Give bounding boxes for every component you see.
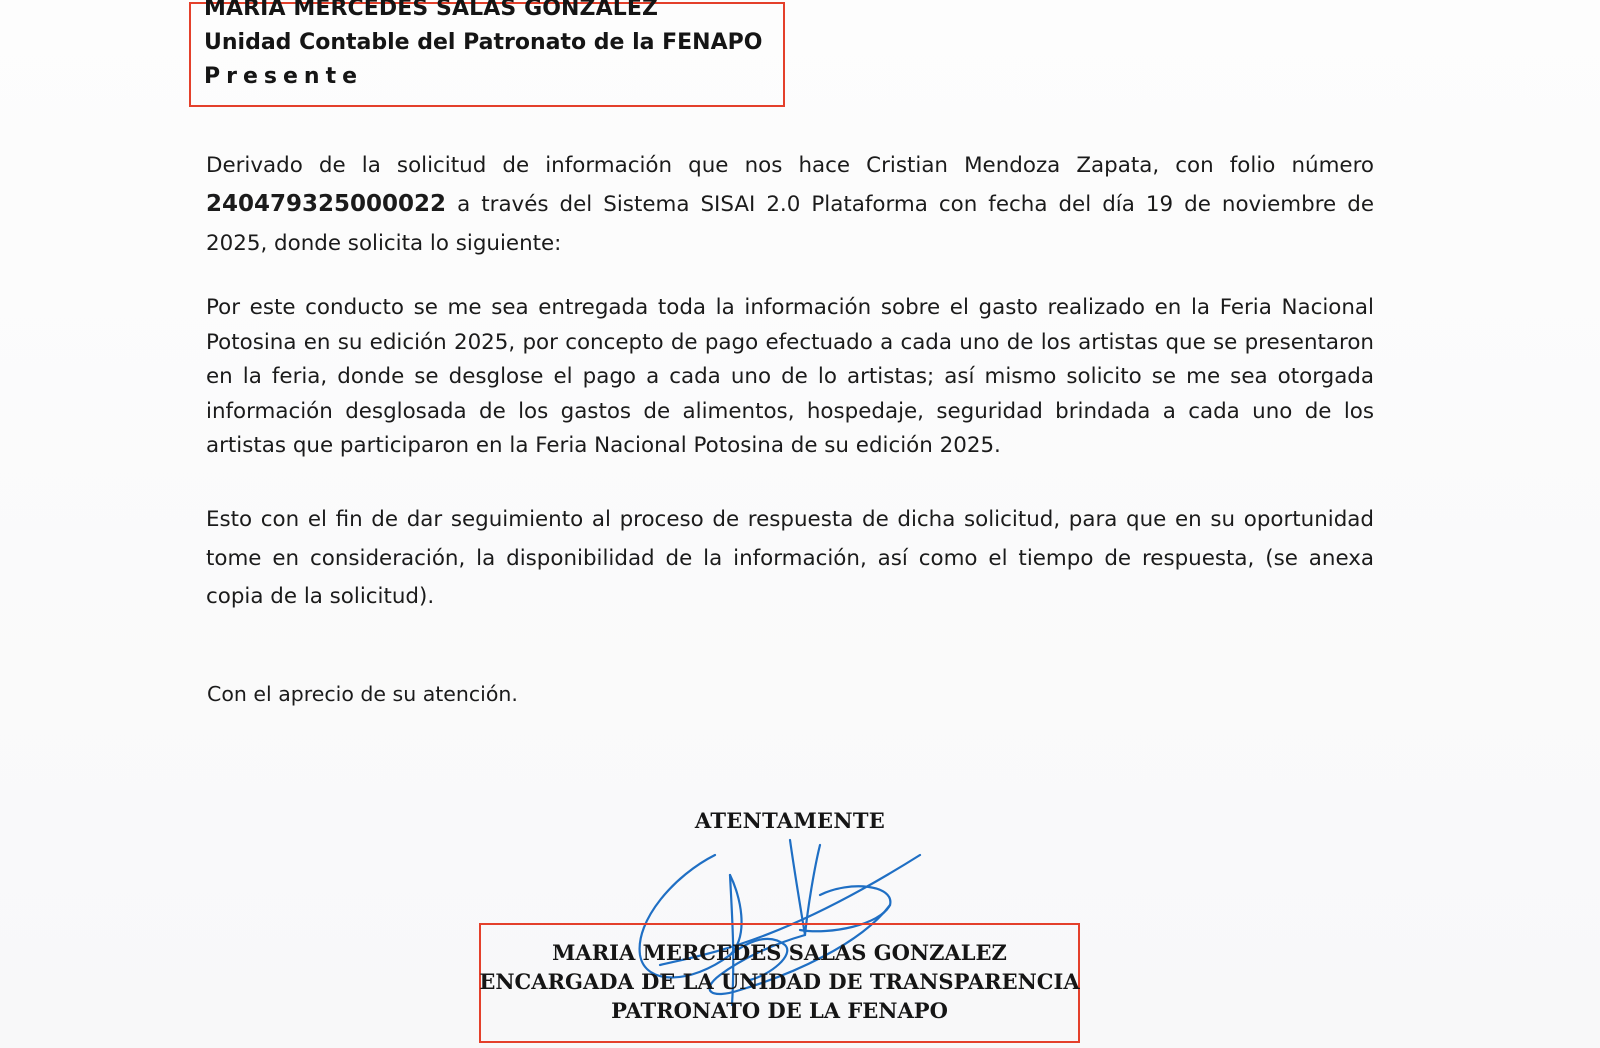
signer-name: MARIA MERCEDES SALAS GONZALEZ [552, 940, 1007, 965]
para1-intro: Derivado de la solicitud de información que nos hace Cristian Mendoza Zapata, con folio número [206, 153, 1374, 178]
body-paragraph-purpose: Esto con el fin de dar seguimiento al proceso de respuesta de dicha solicitud, para que en su oportunidad tome en consideración, la disponibilidad de la información, así como el tiempo de respuesta, (se anexa copia de la solicitud). [206, 507, 1374, 609]
addressee-name: MARIA MERCEDES SALAS GONZALEZ [204, 0, 659, 21]
atentamente-heading: ATENTAMENTE [694, 808, 886, 833]
para1-rest: a través del Sistema SISAI 2.0 Plataforma con fecha del día 19 de noviembre de 2025, donde solicita lo siguiente: [206, 192, 1374, 256]
body-paragraph-quoted-request: Por este conducto se me sea entregada toda la información sobre el gasto realizado en la Feria Nacional Potosina en su edición 2025, por concepto de pago efectuado a cada uno de los artistas que se presentaron en la feria, donde se desglose el pago a cada uno de lo artistas; así mismo solicito se me sea otorgada información desglosada de los gastos de alimentos, hospedaje, seguridad brindada a cada uno de los artistas que participaron en la Feria Nacional Potosina de su edición 2025. [206, 295, 1374, 458]
closing-line: Con el aprecio de su atención. [207, 682, 518, 706]
addressee-unit: Unidad Contable del Patronato de la FENAPO [204, 30, 763, 55]
folio-number: 240479325000022 [206, 191, 447, 217]
signer-role: ENCARGADA DE LA UNIDAD DE TRANSPARENCIA [479, 969, 1080, 994]
signer-organization: PATRONATO DE LA FENAPO [611, 998, 948, 1023]
body-paragraph-request [206, 146, 1374, 263]
addressee-presente: Presente [204, 64, 364, 89]
